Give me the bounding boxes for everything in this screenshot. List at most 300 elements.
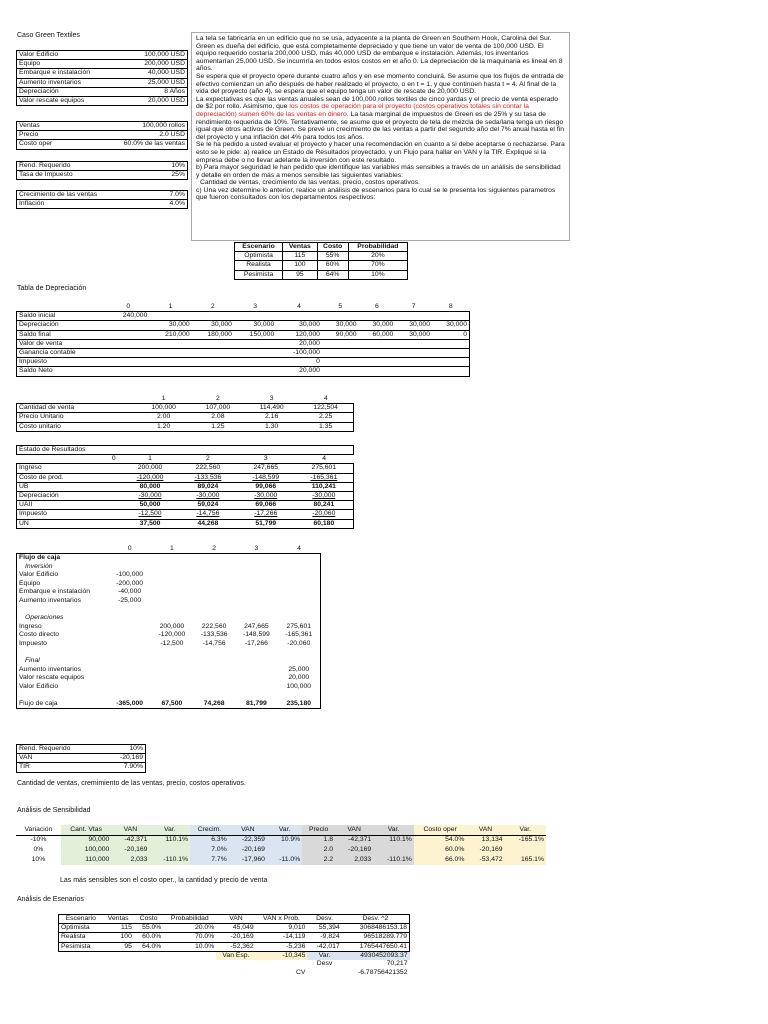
input-label: Costo oper [17, 140, 79, 149]
er-value: 200,000 [121, 464, 179, 473]
fc-value [109, 674, 151, 683]
sens-cell: 90,000 [61, 835, 111, 845]
dep-value [107, 358, 149, 367]
fc-value [109, 623, 151, 632]
fc-value [109, 683, 151, 692]
dep-value [234, 358, 276, 367]
input-label: Ventas [17, 122, 79, 131]
sens-cell: -22,359 [229, 835, 267, 845]
fc-value: 100,000 [278, 683, 321, 692]
esc-value: 1765447650.41 [342, 942, 410, 951]
depreciation-title: Tabla de Depreciación [17, 285, 87, 292]
sales-value: 2.25 [298, 413, 353, 422]
sales-value: 1.25 [191, 422, 245, 431]
er-value: 51,799 [237, 519, 295, 528]
sens-cell [373, 845, 414, 855]
er-value: 59,024 [179, 501, 237, 510]
er-value: -133,536 [179, 473, 237, 482]
dep-value: 20,000 [276, 339, 322, 348]
esc-cv-value: -6.78756421352 [357, 968, 408, 976]
dep-row [17, 312, 470, 321]
dep-value [192, 358, 234, 367]
fc-empty [278, 605, 321, 614]
esc-cv-row [59, 969, 410, 978]
dep-label: Saldo final [17, 330, 108, 339]
fc-year: 0 [127, 545, 132, 552]
sales-year: 4 [324, 395, 328, 402]
er-label: Ingreso [17, 464, 107, 473]
dep-label: Valor de venta [17, 339, 108, 348]
fc-op-row [17, 640, 321, 649]
esc-label: Realista [59, 933, 103, 942]
sens-cell: -110.1% [149, 855, 190, 865]
result-row [17, 763, 146, 772]
problem-p1: La tela se fabricaría en un edificio que no se usa, adyacente a la planta de Green en Southern Hook, Carolina del Sur. Green es dueña del edificio, que está completamente depreciado y que tiene un valor de venta de 100,000 USD. El equipo requerido costaría 200,000 USD, más 40,000 USD de embarque e instalación. Además, los inventarios aumentarían 25,000 USD. Se incurriría en todos estos costos en el año 0. La depreciación de la maquinaria es lineal en 8 años. [196, 35, 563, 73]
fc-value: -133,536 [200, 631, 228, 639]
esc-value: 10.0% [163, 942, 216, 951]
sens-cell: 110.1% [373, 835, 414, 845]
er-value: 110,241 [295, 482, 354, 491]
input-label: Equipo [17, 60, 124, 69]
dep-label: Ganancia contable [17, 349, 108, 358]
fc-empty [278, 588, 321, 597]
sens-header-cell: VAN [229, 825, 267, 835]
er-value: 80,000 [121, 482, 179, 491]
er-value: -148,599 [237, 473, 295, 482]
dep-value: -100,000 [276, 349, 322, 358]
input-label: Precio [17, 131, 79, 140]
fc-year: 4 [297, 545, 301, 552]
input-row [17, 78, 188, 87]
esc-value: 96518289.779 [342, 933, 410, 942]
dep-value [432, 312, 470, 321]
esc-header-cell: Desv. ^2 [342, 915, 410, 924]
sales-row [17, 422, 354, 431]
input-value: 20,000 USD [123, 97, 187, 106]
esc-cv-label: CV [295, 968, 306, 976]
sens-cell: 2,033 [111, 855, 149, 865]
er-value: 80,241 [295, 501, 354, 510]
fc-value [193, 683, 235, 692]
scenario-header [235, 243, 408, 252]
variables-line: Cantidad de ventas, cremimiento de las ventas, precio, costos operativos. [17, 780, 246, 787]
fc-empty [235, 580, 277, 589]
fc-empty [151, 614, 193, 623]
fc-value: -12,500 [160, 639, 184, 647]
fc-fin-row [17, 674, 321, 683]
fc-empty [278, 691, 321, 700]
er-value [107, 464, 122, 473]
er-row [17, 473, 354, 482]
sens-cell: -42,371 [335, 835, 373, 845]
fc-empty [278, 657, 321, 666]
sens-cell: 10.9% [267, 835, 302, 845]
fc-label [17, 605, 109, 614]
fc-label: Valor rescate equipos [17, 674, 109, 683]
result-label: VAN [17, 754, 103, 763]
esc-value: 20.0% [163, 924, 216, 933]
result-label: Rend. Requerido [17, 745, 103, 754]
fc-value [235, 674, 277, 683]
dep-value [149, 339, 191, 348]
sales-value: 2.16 [245, 413, 298, 422]
dep-value [107, 367, 149, 376]
dep-label: Impuesto [17, 358, 108, 367]
fc-op-row [17, 623, 321, 632]
fc-label: Equipo [17, 580, 109, 589]
input-value: 200,000 USD [123, 60, 187, 69]
sales-value: 1.20 [137, 422, 191, 431]
scenario-cell: 115 [283, 252, 318, 261]
sales-label: Precio Unitario [17, 413, 137, 422]
fc-empty [235, 614, 277, 623]
fc-empty [235, 657, 277, 666]
esc-desv-value: 70,217 [386, 960, 408, 968]
sens-cell: 1.8 [302, 835, 335, 845]
sens-cell [505, 845, 546, 855]
er-value: -20,060 [295, 510, 354, 519]
er-label: UAII [17, 501, 107, 510]
fc-value: 67,500 [151, 700, 193, 709]
input-row [17, 97, 188, 106]
er-label: Impuesto [17, 510, 107, 519]
sens-header-cell: VAN [335, 825, 373, 835]
fc-label: Final [17, 657, 109, 666]
sensitivity-table [16, 825, 546, 865]
dep-value [322, 349, 359, 358]
fc-fin-row [17, 683, 321, 692]
er-value: 69,066 [237, 501, 295, 510]
dep-value: 30,000 [276, 321, 322, 330]
fc-empty [193, 580, 235, 589]
fc-empty [151, 605, 193, 614]
esc-empty [134, 951, 163, 960]
sales-label: Cantidad de venta [17, 404, 137, 413]
dep-value [395, 367, 432, 376]
dep-value: 60,000 [359, 330, 396, 339]
input-value: 40,000 USD [123, 69, 187, 78]
input-row [17, 140, 188, 149]
fc-value: -25,000 [118, 596, 142, 604]
sales-label: Costo unitario [17, 422, 137, 431]
sales-value: 2.08 [191, 413, 245, 422]
problem-p7: c) Una vez determine lo anterior, realice un análisis de escenarios para lo cual se le presenta los siguientes parametros que fueron consultados con los departamentos respectivos: [196, 186, 556, 202]
er-label: Depreciación [17, 492, 107, 501]
dep-row [17, 330, 470, 339]
esc-desv-row [59, 960, 410, 969]
er-value: -165,361 [295, 473, 354, 482]
fc-empty [109, 554, 151, 563]
dep-value: 150,000 [234, 330, 276, 339]
sens-header [16, 825, 546, 835]
er-value: -17,266 [237, 510, 295, 519]
sens-cell: 2.2 [302, 855, 335, 865]
dep-years-row [17, 303, 470, 312]
er-value: -30,000 [179, 492, 237, 501]
scenarios-title: Análisis de Esenarios [17, 896, 84, 903]
sens-cell: -20,169 [466, 845, 504, 855]
dep-value: 30,000 [432, 321, 470, 330]
input-value: 60.0% de las ventas [79, 140, 188, 149]
scenario-header-cell: Ventas [283, 243, 318, 252]
esc-var-value: 4930452093.37 [342, 951, 410, 960]
fc-empty [235, 648, 277, 657]
sens-cell: -10% [30, 836, 47, 844]
input-row [17, 69, 188, 78]
input-value: 7.0% [154, 191, 187, 200]
er-value [107, 473, 122, 482]
dep-value: 180,000 [192, 330, 234, 339]
result-value: -20,169 [103, 754, 146, 763]
esc-empty [59, 960, 103, 969]
fc-label: Impuesto [17, 640, 109, 649]
esc-vanesp-value: -10,345 [256, 951, 308, 960]
input-row [17, 162, 188, 171]
er-year: 2 [205, 455, 210, 463]
input-value: 8 Años [123, 87, 187, 96]
sales-value: 2.00 [137, 413, 191, 422]
esc-value: 60.0% [134, 933, 163, 942]
input-value: 2.0 USD [79, 131, 188, 140]
dep-value [395, 358, 432, 367]
sens-cell: -53,472 [466, 855, 504, 865]
input-row [17, 171, 188, 180]
dep-value [322, 358, 359, 367]
scenario-cell: 100 [283, 261, 318, 270]
esc-var-label: Var. [307, 951, 341, 960]
esc-label: Optimista [59, 924, 103, 933]
er-value: 50,000 [121, 501, 179, 510]
fc-label: Flujo de caja [17, 554, 109, 563]
results-table [16, 744, 146, 773]
fc-empty [151, 562, 193, 571]
input-row [17, 51, 188, 60]
sens-cell: -20,169 [229, 845, 267, 855]
dep-value [192, 339, 234, 348]
esc-header-cell: Desv. [307, 915, 341, 924]
esc-value: 3068486153.18 [342, 924, 410, 933]
esc-empty [307, 969, 341, 978]
sens-cell: 6.3% [190, 835, 229, 845]
dep-value [359, 339, 396, 348]
sens-row [16, 845, 546, 855]
er-value: 275,601 [295, 464, 354, 473]
input-value: 4.0% [154, 200, 187, 209]
problem-p6: Cantidad de ventas, crecimiento de las ventas, precio, costos operativos. [200, 179, 420, 187]
esc-empty [59, 969, 103, 978]
esc-value: 9,010 [256, 924, 308, 933]
er-value: 247,665 [237, 464, 295, 473]
er-value: 44,268 [179, 519, 237, 528]
sensitivity-note: Las más sensibles son el costo oper., la cantidad y precio de venta [60, 877, 268, 884]
sens-header-cell: Variación [16, 825, 61, 835]
sens-cell: 110.1% [149, 835, 190, 845]
fc-empty [235, 588, 277, 597]
esc-empty [134, 969, 163, 978]
dep-value: 30,000 [395, 321, 432, 330]
fc-label: Aumento inventarios [17, 597, 109, 606]
er-title-row [17, 446, 354, 455]
input-value: 10% [147, 162, 188, 171]
esc-value: -9,824 [307, 933, 341, 942]
dep-year: 6 [375, 303, 379, 310]
er-value [107, 482, 122, 491]
esc-empty [163, 969, 216, 978]
er-value [107, 492, 122, 501]
scenario-params-table [234, 242, 408, 280]
sens-cell: -165.1% [505, 835, 546, 845]
input-row [17, 87, 188, 96]
er-value [107, 501, 122, 510]
dep-value: 0 [276, 358, 322, 367]
sales-value: 107,000 [191, 404, 245, 413]
er-value: -14,756 [179, 510, 237, 519]
esc-value: 70.0% [163, 933, 216, 942]
sens-row [16, 855, 546, 865]
inputs-table-a [16, 50, 188, 106]
er-value: -30,000 [121, 492, 179, 501]
sales-year: 2 [215, 395, 220, 402]
esc-vanesp-label: Van Esp. [216, 951, 255, 960]
sales-year: 1 [161, 395, 166, 402]
fc-empty [151, 648, 193, 657]
dep-value: 30,000 [149, 321, 191, 330]
input-row [17, 131, 188, 140]
esc-value: 100 [102, 933, 133, 942]
cash-flow-table [16, 545, 321, 709]
sens-header-cell: Var. [505, 825, 546, 835]
er-row [17, 482, 354, 491]
fc-empty [278, 580, 321, 589]
fc-empty [193, 657, 235, 666]
fc-label: Inversión [17, 562, 109, 571]
sens-cell: 2.0 [302, 845, 335, 855]
dep-label: Depreciación [17, 321, 108, 330]
dep-value [359, 358, 396, 367]
esc-empty [216, 960, 255, 969]
depreciation-table [16, 303, 470, 377]
fc-value [151, 683, 193, 692]
er-label: UN [17, 519, 107, 528]
fc-empty [278, 597, 321, 606]
result-label: TIR [17, 763, 103, 772]
fc-empty [151, 580, 193, 589]
dep-value: 240,000 [107, 312, 149, 321]
scenario-cell: 10% [348, 270, 407, 279]
sales-years-row [17, 395, 354, 404]
sales-value: 100,000 [137, 404, 191, 413]
sales-row [17, 404, 354, 413]
esc-empty [163, 951, 216, 960]
dep-label: Saldo Neto [17, 367, 108, 376]
esc-empty [59, 951, 103, 960]
fc-empty [193, 571, 235, 580]
dep-value: 30,000 [359, 321, 396, 330]
esc-value: 95 [102, 942, 133, 951]
esc-value: 64.0% [134, 942, 163, 951]
sens-header-cell: Var. [149, 825, 190, 835]
esc-value: 115 [102, 924, 133, 933]
fc-sub-final [17, 657, 321, 666]
scenarios-table [58, 914, 410, 977]
esc-value: -42,017 [307, 942, 341, 951]
result-value: 7.90% [103, 763, 146, 772]
scenario-cell: 64% [317, 270, 348, 279]
fc-value [151, 666, 193, 675]
input-row [17, 200, 188, 209]
problem-p4: Se le ha pedido a usted evaluar el proyecto y hacer una recomendación en cuanto a si debe aceptarse o rechazarse. Para esto se le pide: a) realice un Estado de Resultados proyectado, y un Flujo para hallar en VAN y la TIR. Explique si la empresa debe o no llevar adelante la inversión con este resultado. [196, 141, 565, 164]
fc-empty [151, 571, 193, 580]
fc-empty [109, 562, 151, 571]
er-corner [17, 455, 107, 464]
er-value: 99,066 [237, 482, 295, 491]
sales-row [17, 413, 354, 422]
fc-empty [109, 605, 151, 614]
scenario-cell: Realista [235, 261, 283, 270]
fc-value [235, 666, 277, 675]
dep-value [432, 358, 470, 367]
problem-statement [191, 32, 570, 241]
sens-cell [267, 845, 302, 855]
fc-value: -200,000 [116, 579, 144, 587]
dep-year: 2 [210, 303, 215, 310]
sens-cell: -20,169 [335, 845, 373, 855]
fc-value: 235,180 [278, 700, 321, 709]
scenario-cell: 20% [348, 252, 407, 261]
sens-cell: 165.1% [505, 855, 546, 865]
er-value: -30,000 [295, 492, 354, 501]
sales-value: 1.30 [245, 422, 298, 431]
sens-header-cell: Cant. Vtas [61, 825, 111, 835]
esc-empty [134, 960, 163, 969]
fc-year: 2 [212, 545, 217, 552]
scenario-row [235, 270, 408, 279]
input-label: Valor Edificio [17, 51, 124, 60]
input-label: Embarque e instalación [17, 69, 124, 78]
problem-p2: Se espera que el proyecto opere durante cuatro años y en ese momento concluirá. Se asume que los flujos de entrada de efectivo comienzan un año después de haber realizado el proyecto, o en t = 1, y que continúen hasta t = 4. Al final de la vida del proyecto (año 4), se espera que el equipo tenga un valor de rescate de 20,000 USD. [196, 72, 564, 96]
dep-value [192, 349, 234, 358]
esc-empty [163, 960, 216, 969]
dep-value: 120,000 [276, 330, 322, 339]
esc-empty [216, 969, 255, 978]
dep-year: 1 [168, 303, 173, 310]
fc-value: -17,266 [244, 639, 268, 647]
dep-value [234, 367, 276, 376]
fc-empty [151, 554, 193, 563]
esc-header-cell: Costo [134, 915, 163, 924]
fc-empty [193, 648, 235, 657]
dep-value: 30,000 [322, 321, 359, 330]
result-value: 10% [103, 745, 146, 754]
sens-header-cell: Precio [302, 825, 335, 835]
dep-value [107, 349, 149, 358]
dep-value [107, 330, 149, 339]
input-label: Aumento inventarios [17, 78, 124, 87]
fc-empty [193, 554, 235, 563]
sens-cell: -11.0% [267, 855, 302, 865]
esc-value: -14,119 [256, 933, 308, 942]
scenario-row [235, 252, 408, 261]
esc-value: -5,236 [256, 942, 308, 951]
dep-value [395, 339, 432, 348]
esc-header-cell: VAN x Prob. [256, 915, 308, 924]
fc-total-row [17, 700, 321, 709]
fc-label: Ingreso [17, 623, 109, 632]
dep-value [234, 349, 276, 358]
fc-value: -365,000 [109, 700, 151, 709]
scenario-cell: 55% [317, 252, 348, 261]
sales-value: 114,490 [245, 404, 298, 413]
